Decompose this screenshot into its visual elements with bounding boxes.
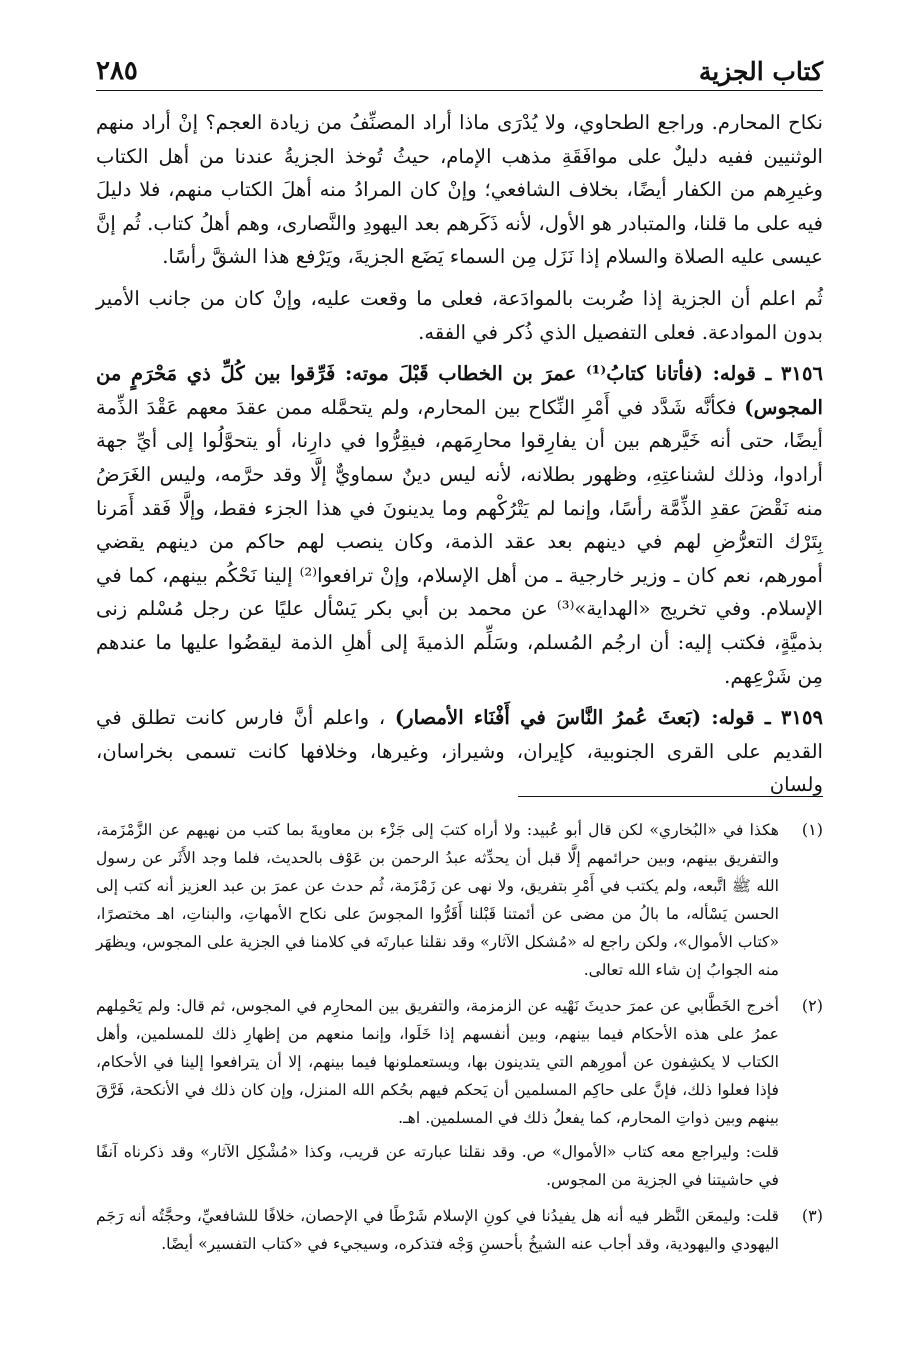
footnote-3 xyxy=(96,1202,823,1258)
chapter-title: كتاب الجزية xyxy=(698,57,823,86)
paragraph-3156 xyxy=(96,357,823,693)
page-header xyxy=(96,56,823,91)
footnote-separator xyxy=(518,796,823,797)
footnote-1 xyxy=(96,816,823,984)
hadith-3159-commentary: ، واعلم أنَّ فارس كانت تطلق في القديم على القرى الجنوبية، كإيران، وشيراز، وغيرها، وخلافها كانت تسمى بخراسان، ولسان xyxy=(96,706,823,797)
main-text xyxy=(96,106,823,810)
footnote-text: أخرج الخَطَّابي عن عمرَ حديثَ نَهْيه عن الزمزمة، والتفريق بين المحارِم في المجوس، ثم قال: ولم يَحْمِلهم عمرُ على هذه الأحكام فيما بينهم، وبين أنفسهم إذا خَلَوا، وإنما منعهم من إظهارِ ذلك للمسلمين، وأهل الكتاب لا يكشِفون عن أمورِهم التي يتدينون بها، ويستعملونها فيما بينهم، إلا أن يترافعوا إلينا في الأحكام، فإذا فعلوا ذلك، فإنَّ على حاكِم المسلمين أن يَحكم فيهم بحُكم الله المنزل، وإن كان ذلك في الأنكحة، فَرَّقَ بينهم وبين ذواتِ المحارم، كما يفعلُ ذلك في المسلمين. اهـ. xyxy=(96,997,779,1127)
hadith-3159-heading: ٣١٥٩ ـ قوله: (بَعثَ عُمرُ النَّاسَ في أَفْنَاء الأمصار) xyxy=(394,706,823,730)
paragraph-2: ثُم اعلم أن الجزية إذا ضُربت بالموادَعة، فعلى ما وقعت عليه، وإنْ كان من جانب الأمير بدون الموادعة. فعلى التفصيل الذي ذُكر في الفقه. xyxy=(96,286,823,344)
footnote-number: (١) xyxy=(801,820,823,839)
footnote-number: (٣) xyxy=(801,1206,823,1225)
footnote-text: قلت: وليمعَن النَّظر فيه أنه هل يفيدُنا في كونِ الإسلام شَرْطًا في الإحصان، خلافًا للشافعيِّ، وحجَّتُه أنه رَجَم اليهودي واليهودية، وقد أجاب عنه الشيخُ بأحسنِ وَجْه فتذكره، وسيجيء في «كتاب التفسير» أيضًا. xyxy=(96,1207,779,1253)
paragraph-1: نكاح المحارم. وراجع الطحاوي، ولا يُدْرَى ماذا أراد المصنِّفُ من زيادة العجم؟ إنْ أراد منهم الوثنيين ففيه دليلٌ على موافَقَةِ مذهب الإمام، حيثُ تُوخذ الجزيةُ عندنا من أهل الكتاب وغيرِهم من الكفار أيضًا، بخلاف الشافعي؛ وإنْ كان المرادُ منه أهلَ الكتاب منهم، فلا دليلَ فيه على ما قلنا، والمتبادر هو الأول، لأنه ذَكَرهم بعد اليهودِ والنَّصارى، وهم أهلُ كتاب. ثُم إنَّ عيسى عليه الصلاة والسلام إذا نَزَل مِن السماء يَضَع الجزيةَ، ويَرْفع هذا الشقَّ رأسًا. xyxy=(96,111,823,269)
page-number: ٢٨٥ xyxy=(96,56,138,86)
footnote-text: هكذا في «البُخاري» لكن قال أبو عُبيد: ولا أراه كتبَ إلى جَزْء بن معاويةَ بما كتب من نهيهم عن الزَّمْزَمة، والتفريق بينهم، وبين حرائمهم إلَّا قبل أن يحدِّثه عبدُ الرحمن بن عَوْف بالحديث، فلما وجد الأَثَر عن رسول الله ﷺ اتَّبعه، ولم يكتب في أَمْرِ بتفريق، ولا نهى عن زَمْزَمة، ثُم حدث عن عمرَ بن عبد العزيز أنه كتب إلى الحسن يَسْأله، ما بالُ من مضى عن أئمتنا قَبْلنا أَقَرُّوا المجوسَ على نكاح الأمهاتِ، والبناتِ، اهـ مختصرًا، «كتاب الأموال»، ولكن راجع له «مُشكل الآثار» وقد نقلنا عبارتَه في كلامنا في الجزية على المجوس، ويظهَر منه الجوابُ إن شاء الله تعالى. xyxy=(96,821,779,979)
footnote-comment: قلت: وليراجع معه كتاب «الأموال» ص. وقد نقلنا عبارته عن قريب، وكذا «مُشْكِل الآثار» وقد ذكرناه آنفًا في حاشيتنا في الجزية من المجوس. xyxy=(96,1143,779,1189)
footnotes xyxy=(96,816,823,1266)
hadith-3156-heading: ٣١٥٦ ـ قوله: (فأتانا كتابُ⁽¹⁾ عمرَ بن الخطاب قَبْلَ موته: فَرِّقوا بين كُلِّ ذي مَحْرَمٍ من المجوس) xyxy=(96,362,823,419)
hadith-3156-commentary: فكأنَّه شَدَّد في أَمْرِ النِّكاح بين المحارم، ولم يتحمَّله ممن عقدَ معهم عَقْدَ الذِّمة أيضًا، حتى أنه خَيَّرهم بين أن يفارِقوا محارِمَهم، فيقِرُّوا في دارِنا، أو يتحوَّلُوا إلى أيِّ جهة أرادوا، وذلك لشناعتِهِ، وظهور بطلانه، لأنه ليس دينٌ سماويٌّ إلَّا وقد حرَّمه، وليس الغَرَضُ منه نَقْضَ عقدِ الذِّمَّة رأسًا، وإنما لم يَتْرُكْهم وما يدينونَ في هذا الجزء فقط، وإلَّا فَقد أَمَرنا بِتَرْك التعرُّضِ لهم في دينهم بعد عقد الذمة، وكان ينصب لهم حاكم من دينهم يقضي أمورهم، نعم كان ـ وزير خارجية ـ من أهل الإسلام، وإنْ ترافعوا⁽²⁾ إلينا نَحْكُم بينهم، كما في الإسلام. وفي تخريج «الهداية»⁽³⁾ عن محمد بن أبي بكر يَسْأل عليًا عن رجل مُسْلم زنى بذميَّةٍ، فكتب إليه: أن ارجُم المُسلم، وسَلِّم الذميةَ إلى أهلِ الذمة ليقضُوا عليها ما عندهم مِن شَرْعِهم. xyxy=(96,395,823,688)
footnote-2 xyxy=(96,992,823,1194)
paragraph-3159 xyxy=(96,701,823,802)
footnote-number: (٢) xyxy=(801,996,823,1015)
